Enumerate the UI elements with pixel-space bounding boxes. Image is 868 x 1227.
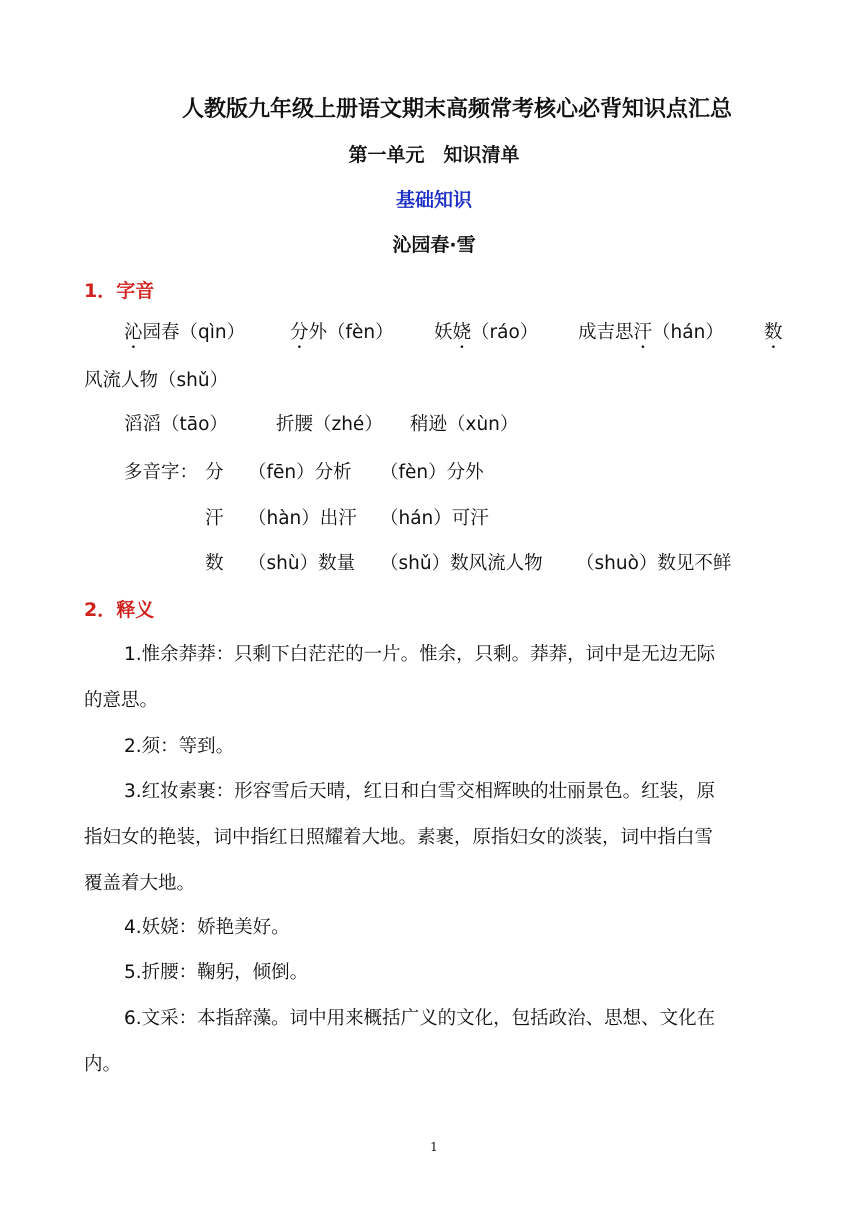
polyphone-char: 分 <box>205 462 224 483</box>
section-heading-definitions: 2．释义 <box>84 599 155 621</box>
emphasized-char: 娆 <box>452 322 472 343</box>
pronunciation-item: 分外（fèn） <box>290 322 394 343</box>
emphasized-char: 沁 <box>124 322 143 343</box>
polyphone-reading: （shuò）数见不鲜 <box>576 553 732 574</box>
pronunciation-wrap-line: 风流人物（shǔ） <box>84 370 229 391</box>
section-heading-pronunciation: 1．字音 <box>84 280 155 302</box>
polyphone-char: 数 <box>205 553 224 574</box>
emphasized-char: 汗 <box>633 322 653 343</box>
definition-line: 内。 <box>84 1054 122 1075</box>
polyphone-reading: （hàn）出汗 <box>248 508 357 529</box>
definition-line: 2.须：等到。 <box>124 736 235 757</box>
definition-line: 1.惟余莽莽：只剩下白茫茫的一片。惟余，只剩。莽莽，词中是无边无际 <box>124 644 716 665</box>
polyphone-reading: （shù）数量 <box>248 553 356 574</box>
polyphone-reading: （shǔ）数风流人物 <box>380 553 543 574</box>
poem-title: 沁园春·雪 <box>392 234 476 256</box>
pronunciation-item: 滔滔（tāo） <box>124 414 228 435</box>
polyphone-reading: （fèn）分外 <box>380 462 484 483</box>
category-heading: 基础知识 <box>395 189 472 211</box>
polyphone-reading: （hán）可汗 <box>380 508 489 529</box>
pronunciation-item <box>764 318 783 353</box>
definition-line: 5.折腰：鞠躬，倾倒。 <box>124 962 309 983</box>
pronunciation-item: 沁园春（qìn） <box>124 322 246 343</box>
emphasized-char: 数 <box>764 322 783 343</box>
definition-line: 的意思。 <box>84 690 159 711</box>
pronunciation-item: 稍逊（xùn） <box>410 414 519 435</box>
definition-line: 4.妖娆：娇艳美好。 <box>124 917 290 938</box>
emphasized-char: 分 <box>290 322 309 343</box>
polyphone-char: 汗 <box>205 508 224 529</box>
definition-line: 覆盖着大地。 <box>84 873 196 894</box>
document-title: 人教版九年级上册语文期末高频常考核心必背知识点汇总 <box>181 97 732 122</box>
page-number: 1 <box>430 1140 438 1154</box>
polyphone-label: 多音字： <box>124 462 199 483</box>
pronunciation-item: 成吉思汗（hán） <box>578 322 724 343</box>
unit-heading: 第一单元 知识清单 <box>348 144 520 166</box>
pronunciation-item: 妖娆（ráo） <box>434 322 539 343</box>
definition-line: 指妇女的艳装，词中指红日照耀着大地。素裹，原指妇女的淡装，词中指白雪 <box>84 827 714 848</box>
pronunciation-item: 折腰（zhé） <box>276 414 383 435</box>
definition-line: 6.文采：本指辞藻。词中用来概括广义的文化，包括政治、思想、文化在 <box>124 1008 716 1029</box>
polyphone-reading: （fēn）分析 <box>248 462 352 483</box>
definition-line: 3.红妆素裹：形容雪后天晴，红日和白雪交相辉映的壮丽景色。红装，原 <box>124 781 716 802</box>
